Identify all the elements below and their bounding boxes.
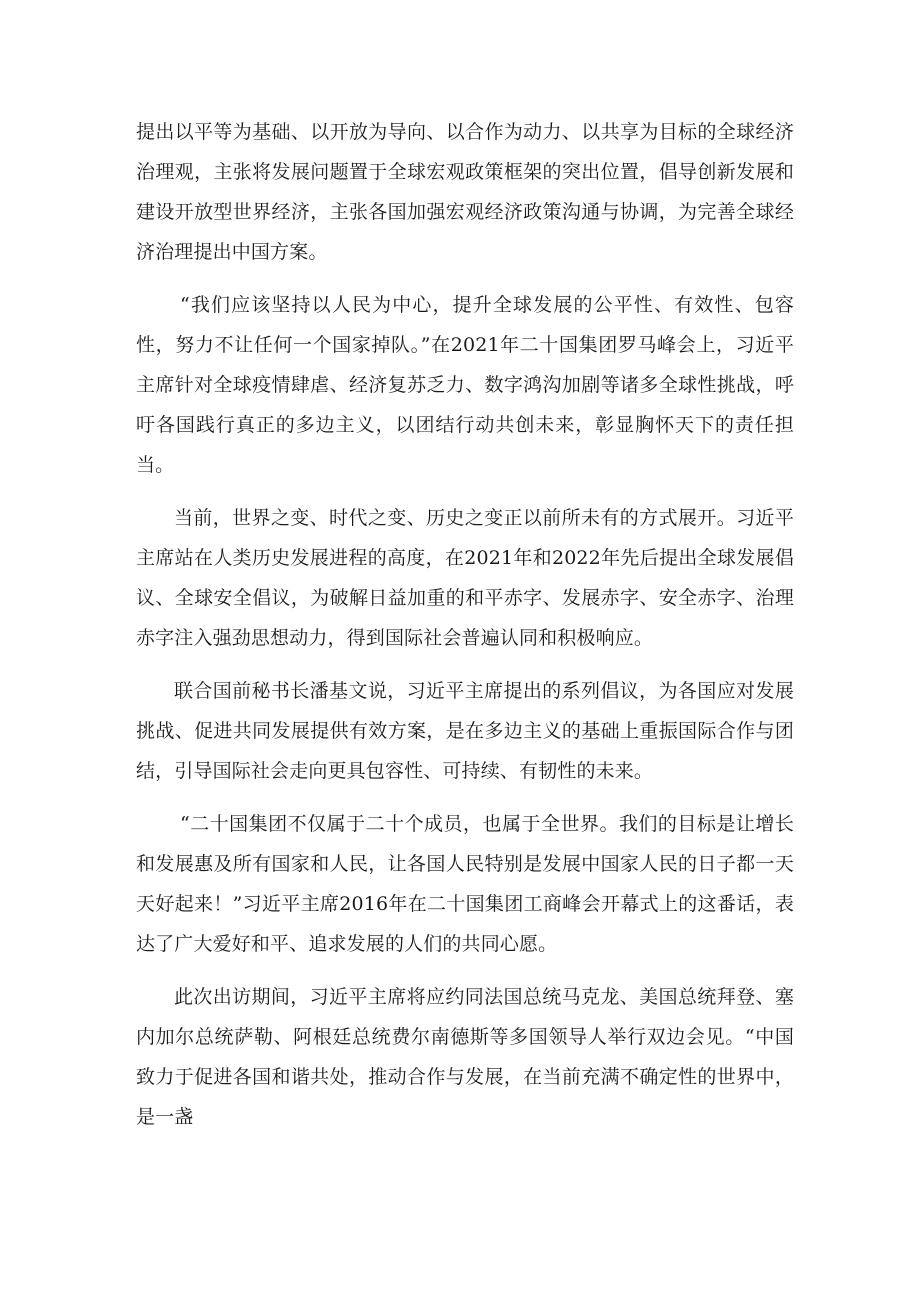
paragraph-5: “二十国集团不仅属于二十个成员，也属于全世界。我们的目标是让增长和发展惠及所有国家和人民，让各国人民特别是发展中国家人民的日子都一天天好起来！”习近平主席2016年在二十国集团工商峰会开幕式上的这番话，表达了广大爱好和平、追求发展的人们的共同心愿。 — [136, 813, 794, 955]
paragraph-2: “我们应该坚持以人民为中心，提升全球发展的公平性、有效性、包容性，努力不让任何一个国家掉队。”在2021年二十国集团罗马峰会上，习近平主席针对全球疫情肆虐、经济复苏乏力、数字鸿沟加剧等诸多全球性挑战，呼吁各国践行真正的多边主义，以团结行动共创未来，彰显胸怀天下的责任担当。 — [136, 294, 794, 476]
document-body — [136, 112, 794, 1150]
paragraph-6: 此次出访期间，习近平主席将应约同法国总统马克龙、美国总统拜登、塞内加尔总统萨勒、阿根廷总统费尔南德斯等多国领导人举行双边会见。“中国致力于促进各国和谐共处，推动合作与发展，在当前充满不确定性的世界中，是一盏 — [136, 986, 794, 1128]
paragraph-4: 联合国前秘书长潘基文说，习近平主席提出的系列倡议，为各国应对发展挑战、促进共同发展提供有效方案，是在多边主义的基础上重振国际合作与团结，引导国际社会走向更具包容性、可持续、有韧性的未来。 — [136, 680, 794, 782]
paragraph-1: 提出以平等为基础、以开放为导向、以合作为动力、以共享为目标的全球经济治理观，主张将发展问题置于全球宏观政策框架的突出位置，倡导创新发展和建设开放型世界经济，主张各国加强宏观经济政策沟通与协调，为完善全球经济治理提出中国方案。 — [136, 121, 794, 263]
paragraph-3: 当前，世界之变、时代之变、历史之变正以前所未有的方式展开。习近平主席站在人类历史发展进程的高度，在2021年和2022年先后提出全球发展倡议、全球安全倡议，为破解日益加重的和平赤字、发展赤字、安全赤字、治理赤字注入强劲思想动力，得到国际社会普遍认同和积极响应。 — [136, 507, 794, 649]
